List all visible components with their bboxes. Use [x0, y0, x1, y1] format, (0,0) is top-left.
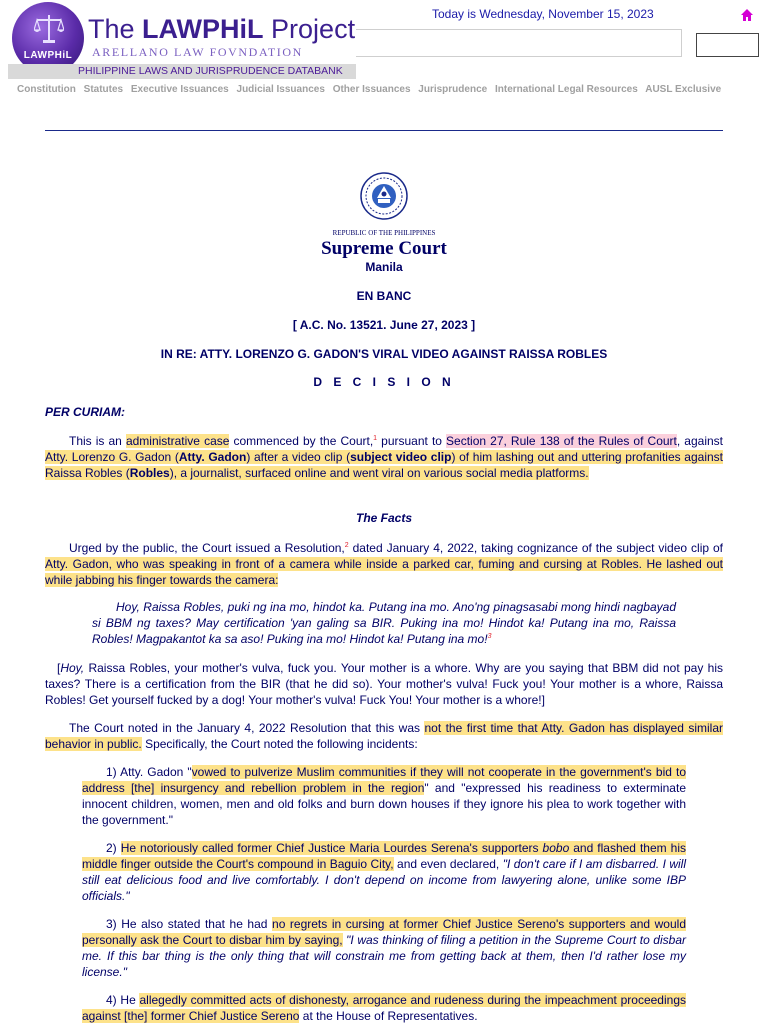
item-text: 1) Atty. Gadon "	[106, 765, 192, 779]
p3-italic: Hoy,	[60, 661, 85, 675]
brand-subtitle: ARELLANO LAW FOVNDATION	[92, 45, 303, 59]
p3-text: [	[57, 661, 61, 675]
incident-item-1	[82, 764, 686, 828]
p1-bold-video: subject video clip	[350, 450, 452, 464]
p1-bold-gadon: Atty. Gadon	[178, 450, 247, 464]
court-name: Supreme Court	[321, 238, 447, 259]
footnote-link[interactable]: 1	[373, 435, 378, 442]
brand-project: Project	[263, 14, 356, 44]
nav-constitution[interactable]: Constitution	[17, 84, 76, 95]
brand-title	[88, 14, 355, 45]
item-quote: "I don't care if I am disbarred. I will still eat delicious food and live comfortably. I don't depend on income from lawyering alone, unlike some IBP officials."	[82, 857, 686, 903]
nav-executive-issuances[interactable]: Executive Issuances	[130, 84, 229, 95]
p4-text: The Court noted in the January 4, 2022 Resolution that this was	[69, 721, 425, 735]
home-icon[interactable]	[740, 8, 754, 22]
nav-ausl-exclusive[interactable]: AUSL Exclusive	[645, 84, 722, 95]
search-input[interactable]	[356, 29, 682, 57]
main-nav	[17, 84, 726, 98]
nav-other-issuances[interactable]: Other Issuances	[332, 84, 411, 95]
supreme-court-seal-icon	[360, 172, 408, 220]
item-text: and even declared,	[393, 857, 503, 871]
facts-heading: The Facts	[355, 511, 412, 525]
p1-text: pursuant to	[377, 434, 447, 448]
block-quote	[92, 599, 676, 647]
nav-international-legal-resources[interactable]: International Legal Resources	[494, 84, 638, 95]
p2-text: dated January 4, 2022, taking cognizance of the subject video clip of	[348, 541, 723, 555]
republic-label: REPUBLIC OF THE PHILIPPINES	[332, 229, 436, 237]
item-quote: "I was thinking of filing a petition in the Supreme Court to disbar me. If this bar thing is the only thing that will constrain me from getting back at them, then I'd rather lose my license."	[82, 933, 686, 979]
item-text: 4) He	[106, 993, 140, 1007]
quote-text: Hoy, Raissa Robles, puki ng ina mo, hindot ka. Putang ina mo. Ano'ng pinagsasabi mong hindi nagbayad si BBM ng taxes? May certification 'yan galing sa BIR. Puking ina mo! Hindot ka! Putang ina mo, Raissa Robles! Magpakantot ka sa aso! Puking ina mo! Hindot ka! Putang ina mo!	[92, 600, 676, 646]
nav-jurisprudence[interactable]: Jurisprudence	[418, 84, 488, 95]
nav-statutes[interactable]: Statutes	[83, 84, 124, 95]
site-header	[0, 0, 768, 82]
p2-highlight: Atty. Gadon, who was speaking in front of a camera while inside a parked car, fuming and cursing at Robles. He lashed out while jabbing his finger towards the camera:	[45, 557, 723, 587]
current-date: Today is Wednesday, November 15, 2023	[432, 7, 654, 21]
per-curiam-label: PER CURIAM:	[45, 405, 125, 419]
p1-text: This is an	[69, 434, 126, 448]
p1-highlight: Atty. Lorenzo G. Gadon (	[45, 450, 179, 464]
p1-highlight-section: Section 27, Rule 138 of the Rules of Court	[446, 434, 677, 448]
item-text: " and "expressed his readiness to exterminate innocent children, women, men and old folks and burn down houses if they ignore his plea to work together with the government."	[82, 781, 686, 827]
item-text: at the House of Representatives.	[299, 1009, 478, 1023]
p1-highlight: ) of him lashing out and uttering profanities against Raissa Robles (	[45, 450, 723, 480]
search-button[interactable]	[696, 33, 759, 57]
paragraph-incidents-intro	[45, 720, 723, 752]
item-highlight: no regrets in cursing at former Chief Justice Sereno's supporters and would personally ask the Court to disbar him by saying,	[82, 917, 686, 947]
p1-text: , against	[676, 434, 723, 448]
decision-label: D E C I S I O N	[313, 375, 455, 389]
p2-text: Urged by the public, the Court issued a Resolution,	[69, 541, 345, 555]
brand-strip-text: PHILIPPINE LAWS AND JURISPRUDENCE DATABANK	[78, 65, 343, 77]
item-highlight: and flashed them his middle finger outside the Court's compound in Baguio City,	[82, 841, 686, 871]
item-highlight: He notoriously called former Chief Justice Maria Lourdes Serena's supporters	[120, 841, 543, 855]
p1-bold-robles: Robles	[129, 466, 170, 480]
divider	[45, 130, 723, 131]
footnote-link[interactable]: 3	[487, 633, 492, 640]
p1-highlight: ) after a video clip (	[246, 450, 351, 464]
brand-lawphil: LAWPHiL	[142, 14, 264, 44]
scales-of-justice-icon	[34, 12, 64, 46]
footnote-link[interactable]: 2	[344, 542, 349, 549]
brand-the: The	[88, 14, 143, 44]
case-title: IN RE: ATTY. LORENZO G. GADON'S VIRAL VIDEO AGAINST RAISSA ROBLES	[160, 347, 608, 361]
p1-highlight: ), a journalist, surfaced online and went viral on various social media platforms.	[169, 466, 589, 480]
site-logo[interactable]	[8, 2, 356, 80]
p1-highlight-admin-case: administrative case	[125, 434, 230, 448]
nav-judicial-issuances[interactable]: Judicial Issuances	[236, 84, 325, 95]
paragraph-intro	[45, 433, 723, 481]
incident-item-4	[82, 992, 686, 1024]
brand-strip	[8, 64, 356, 79]
p1-text: commenced by the Court,	[229, 434, 374, 448]
item-highlight: vowed to pulverize Muslim communities if they will not cooperate in the government's bid to address [the] insurgency and rebellion problem in the region	[82, 765, 686, 795]
p4-text: Specifically, the Court noted the following incidents:	[141, 737, 418, 751]
p3-text: Raissa Robles, your mother's vulva, fuck you. Your mother is a whore. Why are you saying that BBM did not pay his taxes? There is a certification from the BIR (that he did so). Your mother's vulva! Fuck you! Your mother is a whore, Raissa Robles! Get yourself fucked by a dog! Your mother's vulva! Fuck You! Your mother is a whore!]	[45, 661, 723, 707]
item-italic: bobo	[542, 841, 570, 855]
item-text: 2)	[106, 841, 121, 855]
item-text: 3) He also stated that he had	[106, 917, 273, 931]
case-number: [ A.C. No. 13521. June 27, 2023 ]	[292, 318, 476, 332]
incident-item-2	[82, 840, 686, 904]
incident-item-3	[82, 916, 686, 980]
division-label: EN BANC	[356, 289, 412, 303]
paragraph-translation	[45, 660, 723, 708]
court-city: Manila	[365, 260, 403, 274]
paragraph-facts	[45, 540, 723, 588]
item-highlight: allegedly committed acts of dishonesty, arrogance and rudeness during the impeachment proceedings against [the] former Chief Justice Sereno	[82, 993, 686, 1023]
badge-label: LAWPHiL	[23, 50, 73, 61]
p4-highlight: not the first time that Atty. Gadon has displayed similar behavior in public.	[45, 721, 723, 751]
